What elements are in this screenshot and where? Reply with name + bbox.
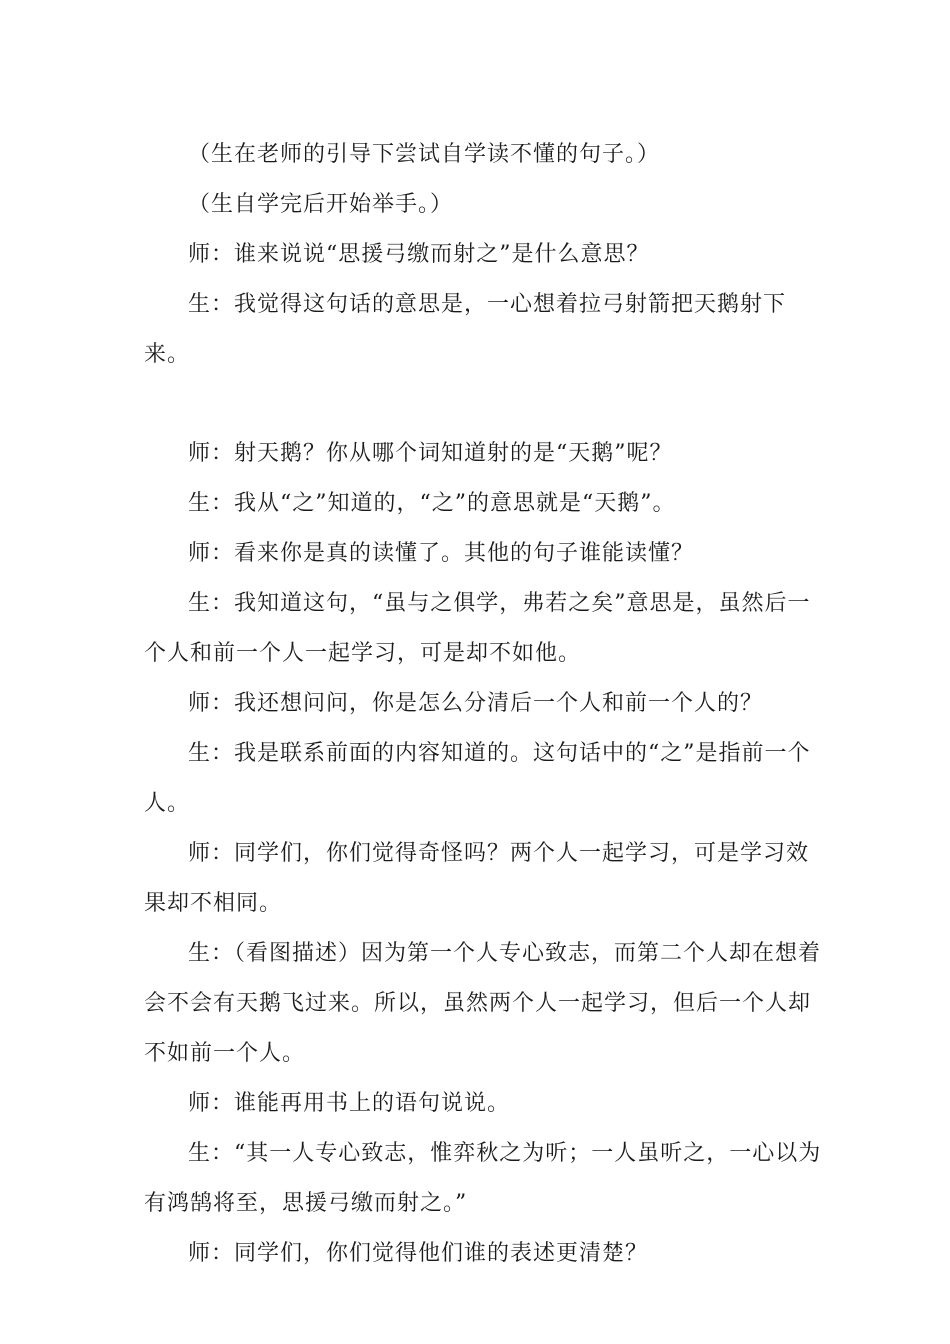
paragraph-student-action-2: （生自学完后开始举手。） <box>188 192 454 217</box>
paragraph-student-4: 生：我是联系前面的内容知道的。这句话中的“之”是指前一个人。 <box>144 741 811 816</box>
paragraph-teacher-1: 师：谁来说说“思援弓缴而射之”是什么意思？ <box>188 242 650 267</box>
paragraph-student-5: 生：（看图描述）因为第一个人专心致志，而第二个人却在想着会不会有天鹅飞过来。所以，虽然两个人一起学习，但后一个人却不如前一个人。 <box>144 941 822 1066</box>
paragraph-student-1: 生：我觉得这句话的意思是，一心想着拉弓射箭把天鹅射下来。 <box>144 292 787 367</box>
paragraph-teacher-4: 师：我还想问问，你是怎么分清后一个人和前一个人的？ <box>188 691 764 716</box>
paragraph-teacher-5: 师：同学们，你们觉得奇怪吗？两个人一起学习，可是学习效果却不相同。 <box>144 841 810 916</box>
paragraph-student-action-1: （生在老师的引导下尝试自学读不懂的句子。） <box>188 142 661 167</box>
paragraph-teacher-6: 师：谁能再用书上的语句说说。 <box>188 1091 511 1116</box>
paragraph-teacher-2: 师：射天鹅？你从哪个词知道射的是“天鹅”呢？ <box>188 441 673 466</box>
document-body <box>144 130 824 1279</box>
paragraph-teacher-7: 师：同学们，你们觉得他们谁的表述更清楚？ <box>188 1241 649 1266</box>
paragraph-student-3: 生：我知道这句，“虽与之俱学，弗若之矣”意思是，虽然后一个人和前一个人一起学习，可是却不如他。 <box>144 591 811 666</box>
paragraph-student-6: 生：“其一人专心致志，惟弈秋之为听；一人虽听之，一心以为有鸿鹄将至，思援弓缴而射之。” <box>144 1141 822 1216</box>
paragraph-teacher-3: 师：看来你是真的读懂了。其他的句子谁能读懂？ <box>188 541 695 566</box>
paragraph-student-2: 生：我从“之”知道的，“之”的意思就是“天鹅”。 <box>188 491 676 516</box>
